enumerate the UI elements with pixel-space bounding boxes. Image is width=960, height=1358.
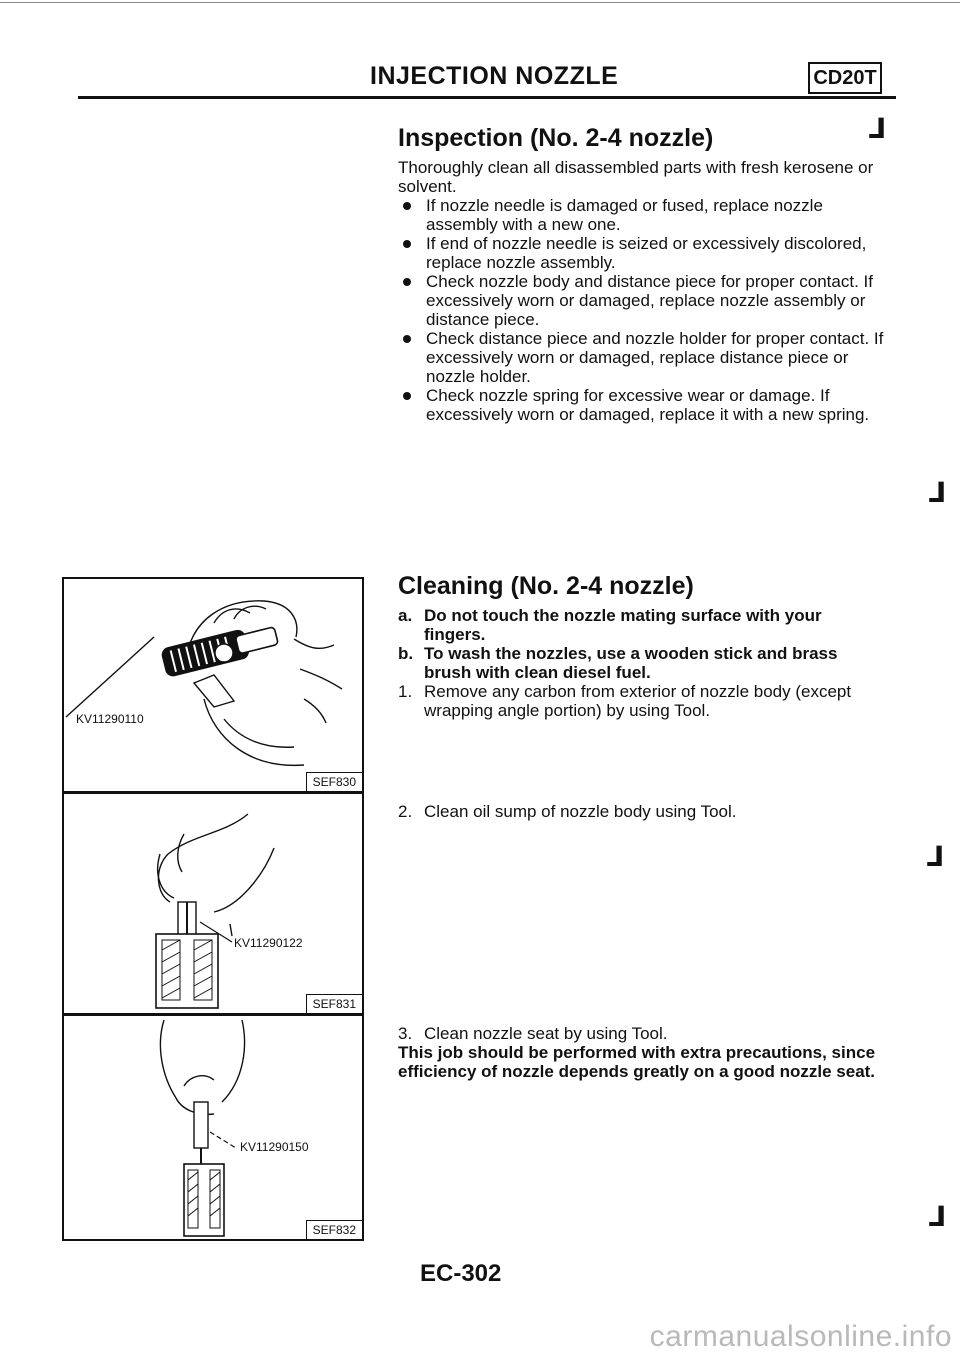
header-rule (78, 96, 896, 99)
cleaning-notes (398, 606, 886, 720)
tool-label: KV11290122 (234, 936, 303, 950)
figure-oil-sump-cleaning (62, 792, 364, 1015)
inspection-bullet: Check distance piece and nozzle holder for proper contact. If excessively worn or damaged, replace distance piece or nozzle holder. (398, 329, 898, 386)
page-number: EC-302 (420, 1260, 502, 1287)
inspection-body (398, 158, 898, 424)
step-2-item (398, 802, 886, 821)
revision-mark: ⅃ (926, 841, 944, 872)
cleaning-note (398, 644, 886, 682)
inspection-intro: Thoroughly clean all disassembled parts with fresh kerosene or solvent. (398, 158, 874, 196)
brush-illustration (64, 579, 362, 791)
step-2-list (398, 802, 886, 821)
figure-code: SEF830 (306, 772, 362, 791)
oil-sump-illustration (64, 794, 362, 1013)
inspection-bullet: Check nozzle spring for excessive wear or damage. If excessively worn or damaged, replace it with a new spring. (398, 386, 898, 424)
cleaning-note-list (398, 606, 886, 720)
top-edge-rule (0, 2, 960, 3)
step-3-list (398, 1024, 886, 1043)
caution-text: This job should be performed with extra precautions, since efficiency of nozzle depends greatly on a good nozzle seat. (398, 1043, 876, 1081)
cleaning-step-2 (398, 802, 886, 821)
inspection-title: Inspection (No. 2-4 nozzle) (398, 124, 714, 152)
figure-nozzle-seat-cleaning (62, 1014, 364, 1241)
step-marker: 3. (398, 1024, 413, 1043)
note-text: Do not touch the nozzle mating surface with your fingers. (424, 606, 822, 644)
cleaning-title: Cleaning (No. 2-4 nozzle) (398, 572, 694, 600)
cleaning-step-1 (398, 682, 886, 720)
engine-code-badge: CD20T (808, 62, 882, 94)
inspection-bullet: If nozzle needle is damaged or fused, replace nozzle assembly with a new one. (398, 196, 898, 234)
tool-label: KV11290110 (76, 712, 144, 726)
note-text: To wash the nozzles, use a wooden stick and brass brush with clean diesel fuel. (424, 644, 838, 682)
revision-mark: ⅃ (928, 477, 946, 508)
figure-code: SEF831 (306, 994, 362, 1013)
note-marker: b. (398, 644, 414, 663)
inspection-bullet: If end of nozzle needle is seized or excessively discolored, replace nozzle assembly. (398, 234, 898, 272)
step-3-item (398, 1024, 886, 1043)
inspection-bullet: Check nozzle body and distance piece for proper contact. If excessively worn or damaged, replace nozzle assembly or distance piece. (398, 272, 898, 329)
inspection-bullet-list (398, 196, 898, 424)
step-text: Clean oil sump of nozzle body using Tool. (424, 802, 737, 821)
cleaning-note (398, 606, 886, 644)
figure-code: SEF832 (306, 1220, 362, 1239)
figure-brush-cleaning (62, 577, 364, 793)
cleaning-step-3 (398, 1024, 886, 1081)
revision-mark: ⅃ (928, 1201, 946, 1232)
step-marker: 2. (398, 802, 413, 821)
step-marker: 1. (398, 682, 413, 701)
nozzle-seat-illustration (64, 1016, 362, 1239)
revision-mark: ⅃ (868, 113, 886, 144)
step-text: Remove any carbon from exterior of nozzle body (except wrapping angle portion) by using Tool. (424, 682, 852, 720)
page-title: INJECTION NOZZLE (370, 62, 619, 90)
note-marker: a. (398, 606, 413, 625)
tool-label: KV11290150 (240, 1140, 309, 1154)
watermark: carmanualsonline.info (649, 1320, 952, 1353)
step-text: Clean nozzle seat by using Tool. (424, 1024, 668, 1043)
